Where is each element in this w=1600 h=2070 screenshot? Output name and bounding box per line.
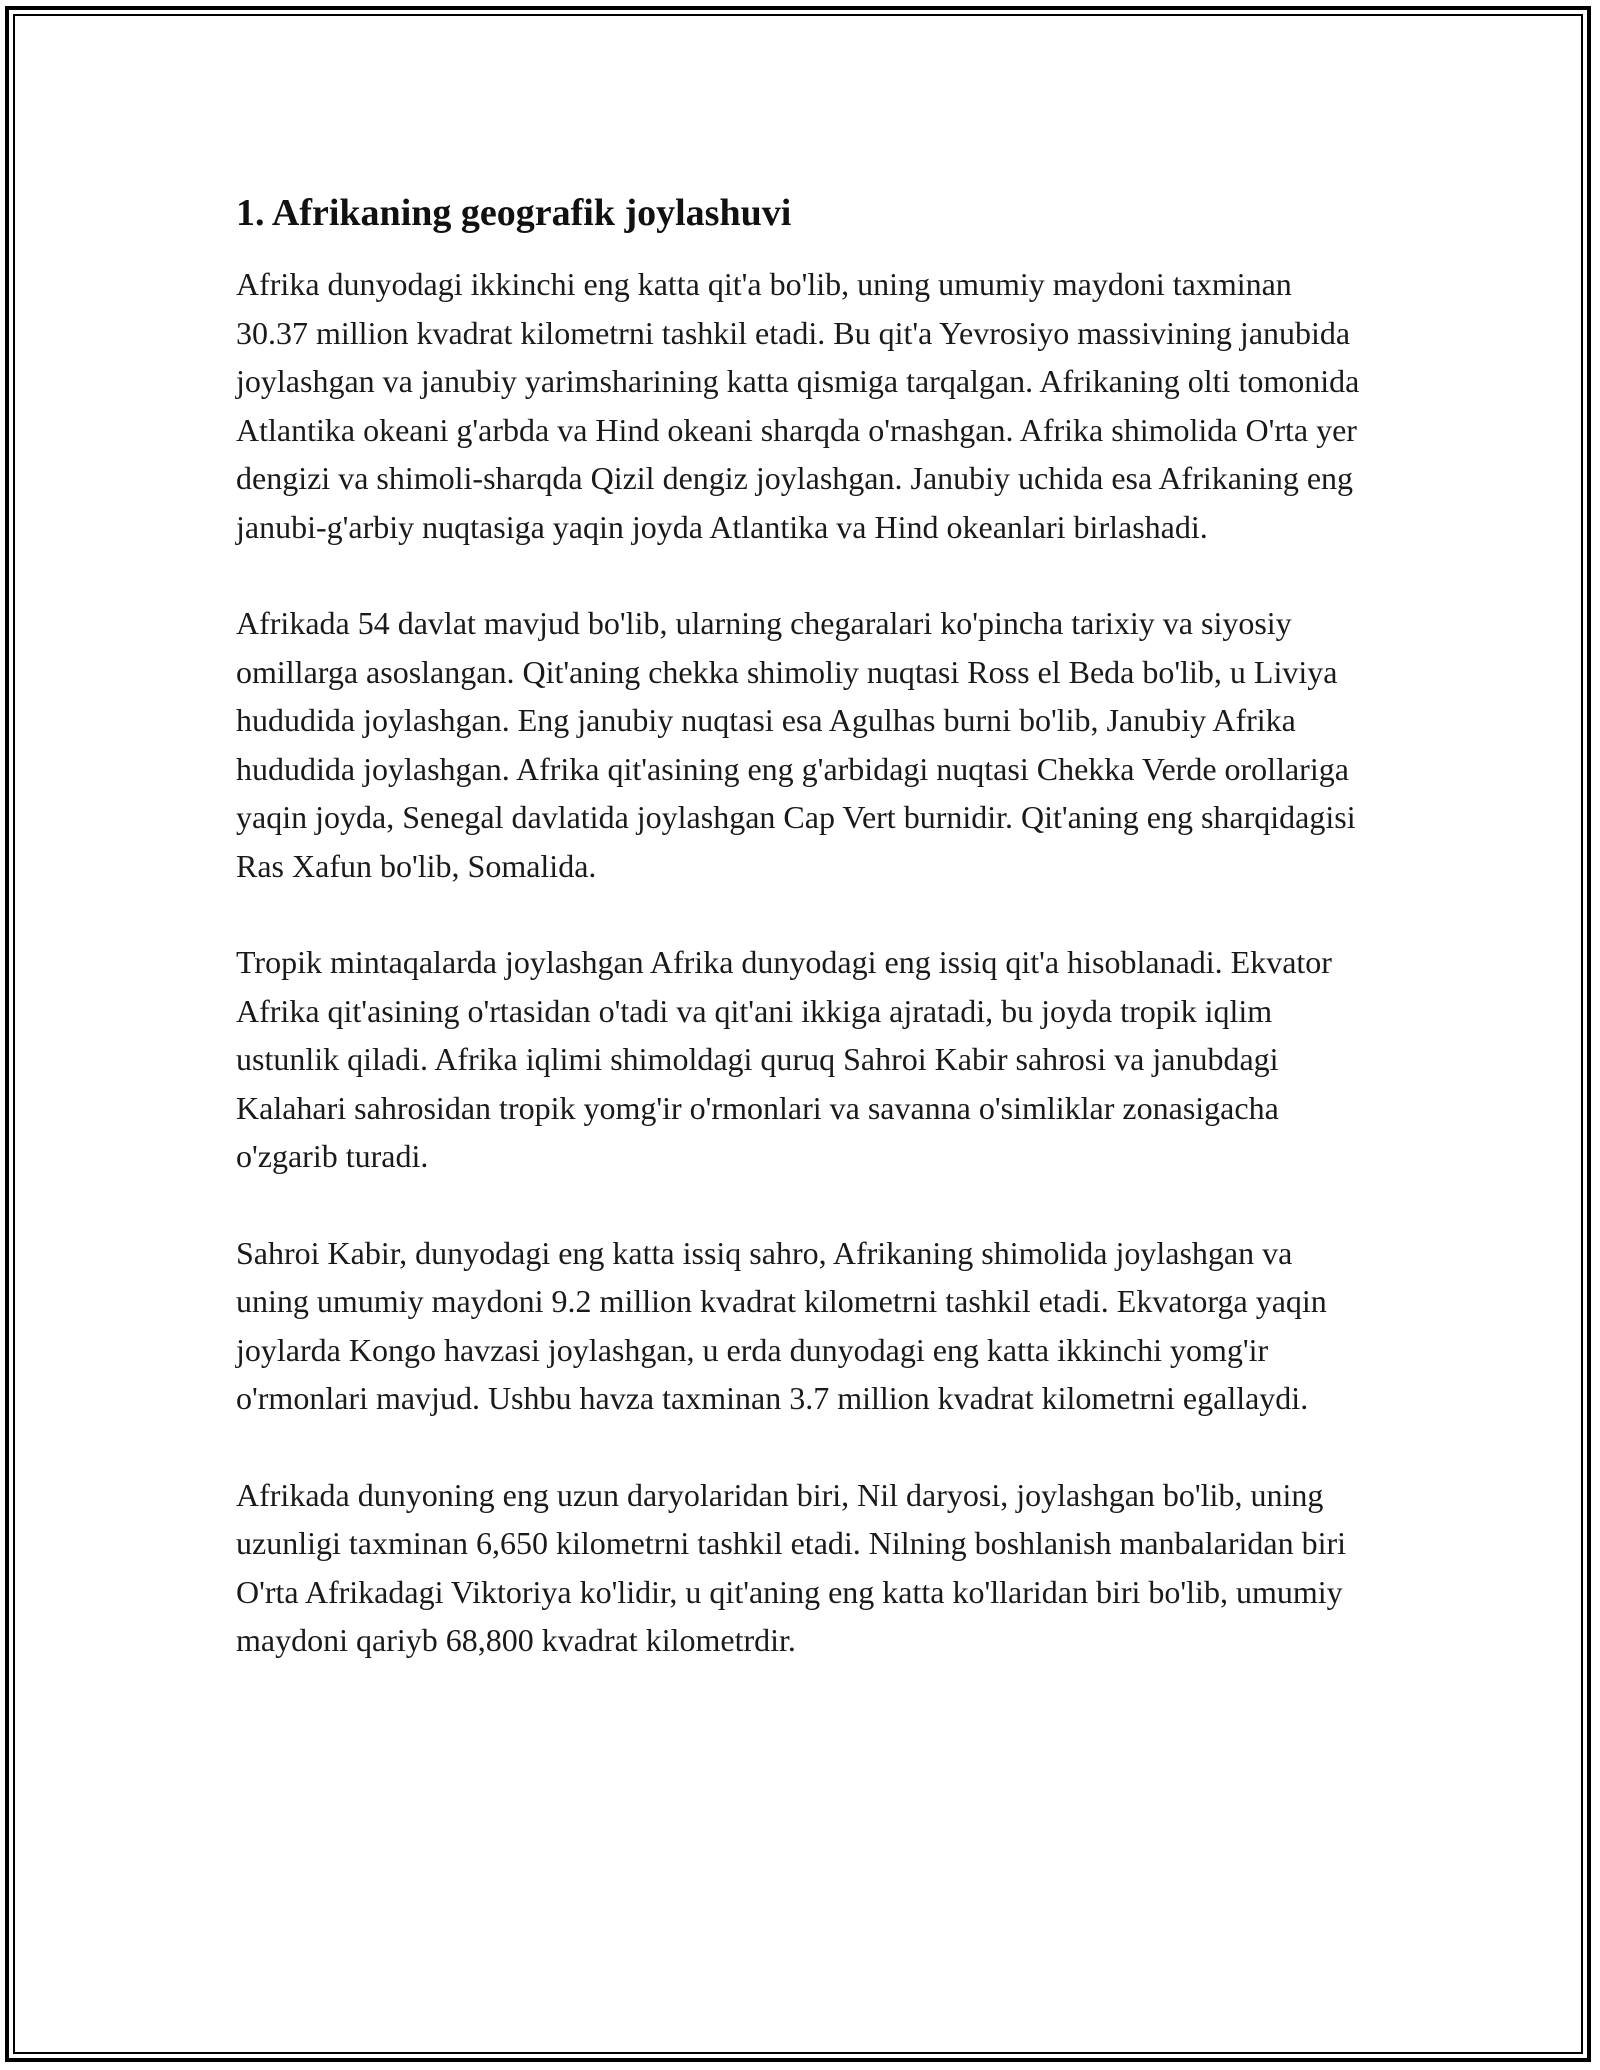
document-body (236, 184, 1366, 1665)
paragraph-countries: Afrikada 54 davlat mavjud bo'lib, ularning chegaralari ko'pincha tarixiy va siyosiy omillarga asoslangan. Qit'aning chekka shimoliy nuqtasi Ross el Beda bo'lib, u Liviya hududida joylashgan. Eng janubiy nuqtasi esa Agulhas burni bo'lib, Janubiy Afrika hududida joylashgan. Afrika qit'asining eng g'arbidagi nuqtasi Chekka Verde orollariga yaqin joyda, Senegal davlatida joylashgan Cap Vert burnidir. Qit'aning eng sharqidagisi Ras Xafun bo'lib, Somalida. (236, 605, 1356, 884)
paragraph-location: Afrika dunyodagi ikkinchi eng katta qit'a bo'lib, uning umumiy maydoni taxminan 30.37 million kvadrat kilometrni tashkil etadi. Bu qit'a Yevrosiyo massivining janubida joylashgan va janubiy yarimsharining katta qismiga tarqalgan. Afrikaning olti tomonida Atlantika okeani g'arbda va Hind okeani sharqda o'rnashgan. Afrika shimolida O'rta yer dengizi va shimoli-sharqda Qizil dengiz joylashgan. Janubiy uchida esa Afrikaning eng janubi-g'arbiy nuqtasiga yaqin joyda Atlantika va Hind okeanlari birlashadi. (236, 266, 1360, 545)
paragraph-nile: Afrikada dunyoning eng uzun daryolaridan biri, Nil daryosi, joylashgan bo'lib, uning uzunligi taxminan 6,650 kilometrni tashkil etadi. Nilning boshlanish manbalaridan biri O'rta Afrikadagi Viktoriya ko'lidir, u qit'aning eng katta ko'llaridan biri bo'lib, umumiy maydoni qariyb 68,800 kvadrat kilometrdir. (236, 1476, 1347, 1658)
section-heading: 1. Afrikaning geografik joylashuvi (236, 192, 792, 234)
paragraph-climate: Tropik mintaqalarda joylashgan Afrika dunyodagi eng issiq qit'a hisoblanadi. Ekvator Afrika qit'asining o'rtasidan o'tadi va qit'ani ikkiga ajratadi, bu joyda tropik iqlim ustunlik qiladi. Afrika iqlimi shimoldagi quruq Sahroi Kabir sahrosi va janubdagi Kalahari sahrosidan tropik yomg'ir o'rmonlari va savanna o'simliklar zonasigacha o'zgarib turadi. (236, 944, 1332, 1174)
paragraph-sahara: Sahroi Kabir, dunyodagi eng katta issiq sahro, Afrikaning shimolida joylashgan va uning umumiy maydoni 9.2 million kvadrat kilometrni tashkil etadi. Ekvatorga yaqin joylarda Kongo havzasi joylashgan, u erda dunyodagi eng katta ikkinchi yomg'ir o'rmonlari mavjud. Ushbu havza taxminan 3.7 million kvadrat kilometrni egallaydi. (236, 1234, 1327, 1416)
